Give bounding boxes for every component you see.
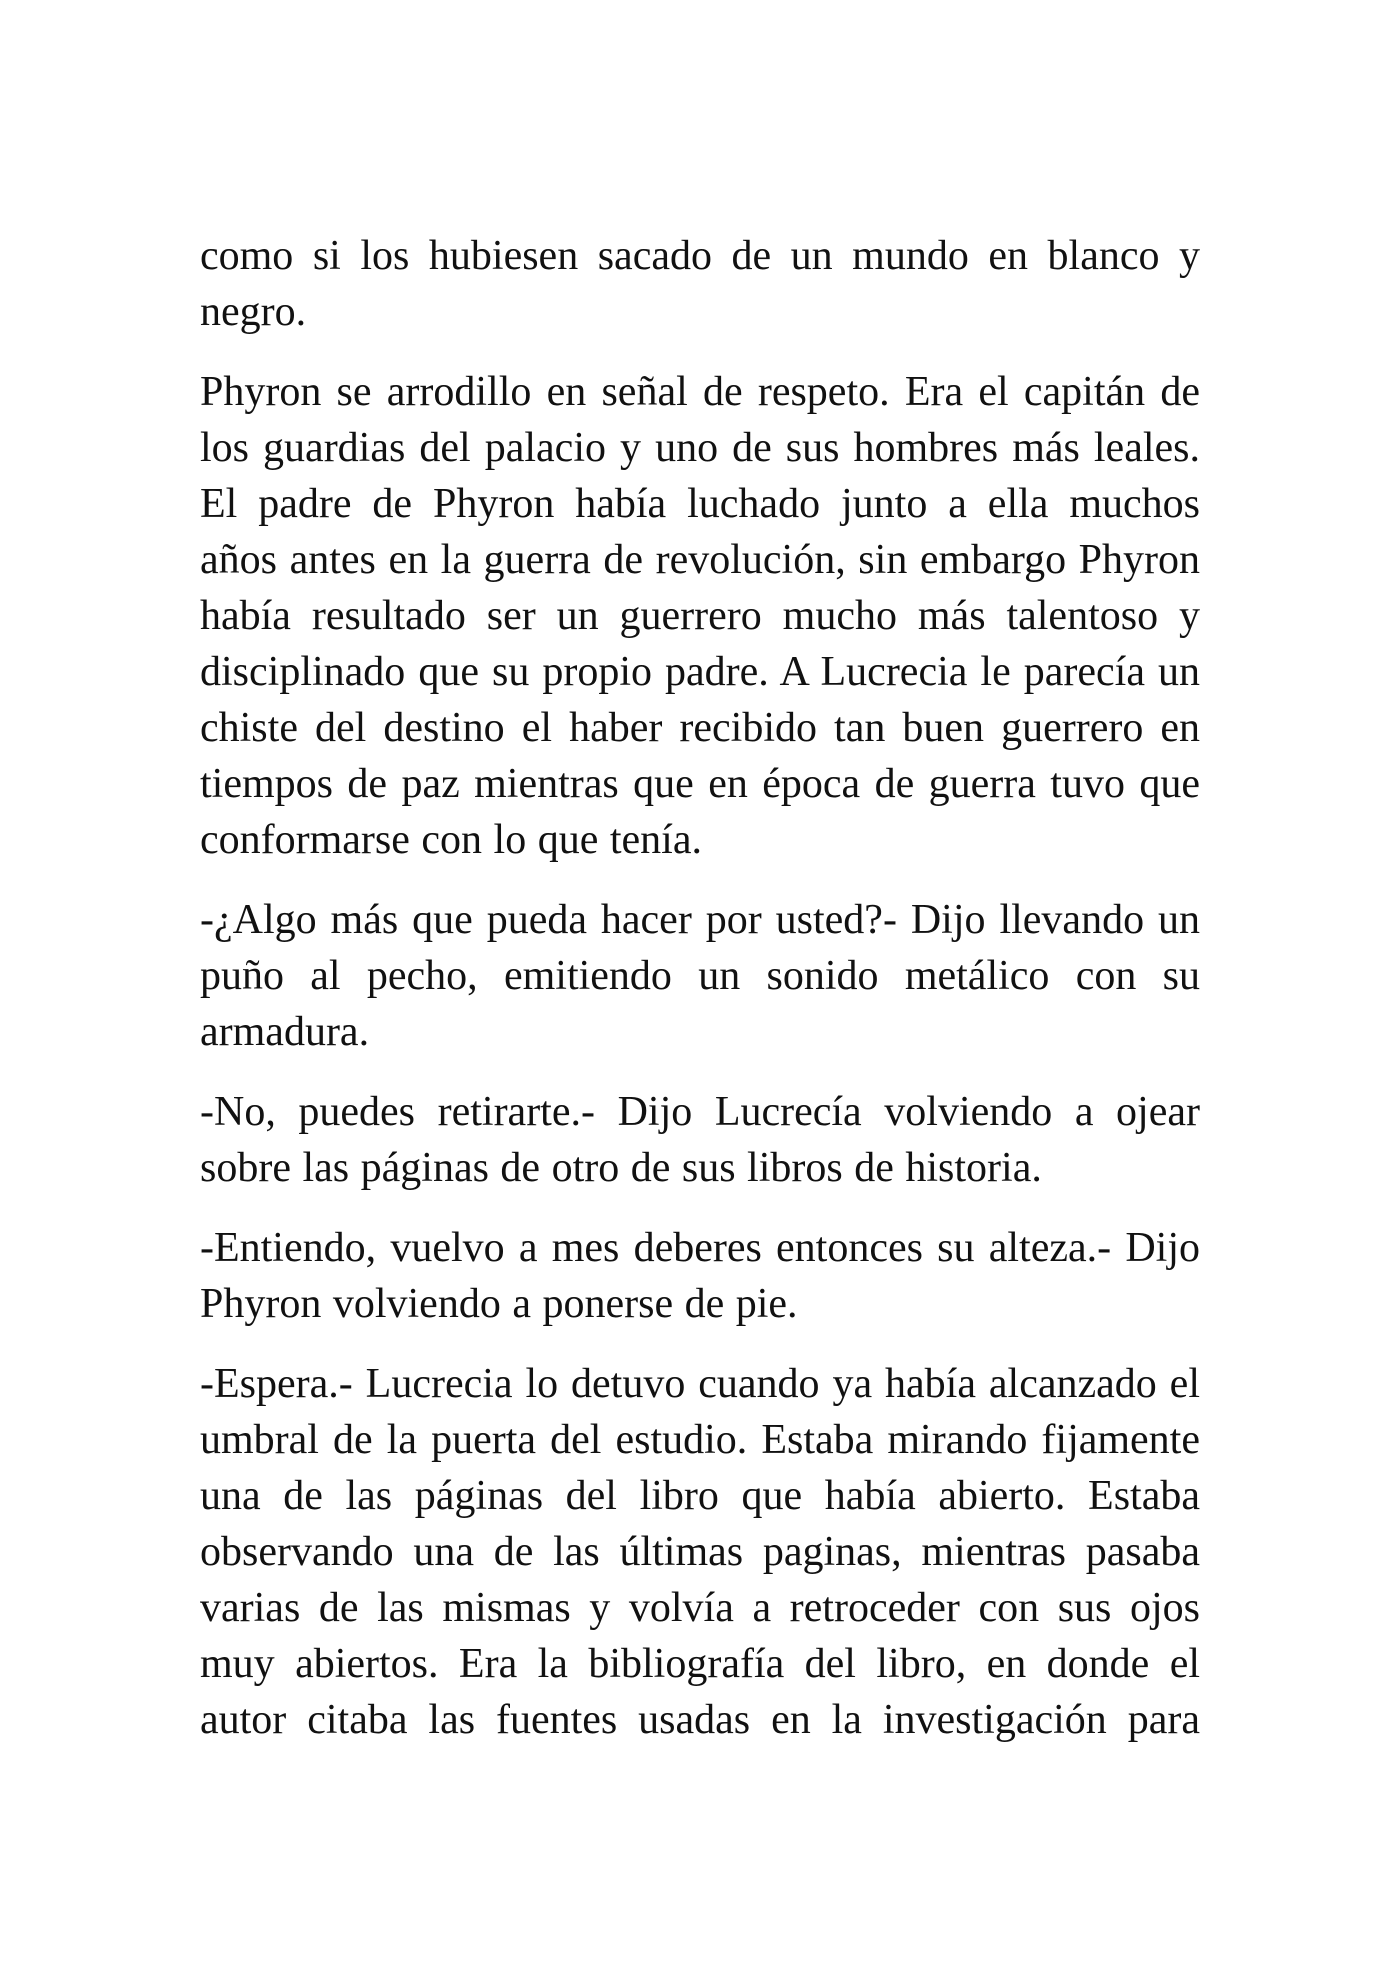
paragraph-6: -Espera.- Lucrecia lo detuvo cuando ya había alcanzado el umbral de la puerta del estudio. Estaba mirando fijamente una de las páginas del libro que había abierto. Estaba observando una de las últimas paginas, mientras pasaba varias de las mismas y volvía a retroceder con sus ojos muy abiertos. Era la bibliografía del libro, en donde el autor citaba las fuentes usadas en la investigación para [200, 1361, 1200, 1743]
paragraph-5: -Entiendo, vuelvo a mes deberes entonces su alteza.- Dijo Phyron volviendo a ponerse de pie. [200, 1225, 1200, 1327]
paragraph-4: -No, puedes retirarte.- Dijo Lucrecía volviendo a ojear sobre las páginas de otro de sus libros de historia. [200, 1089, 1200, 1191]
body-text [200, 228, 1200, 1772]
paragraph-2: Phyron se arrodillo en señal de respeto. Era el capitán de los guardias del palacio y uno de sus hombres más leales. El padre de Phyron había luchado junto a ella muchos años antes en la guerra de revolución, sin embargo Phyron había resultado ser un guerrero mucho más talentoso y disciplinado que su propio padre. A Lucrecia le parecía un chiste del destino el haber recibido tan buen guerrero en tiempos de paz mientras que en época de guerra tuvo que conformarse con lo que tenía. [200, 369, 1200, 863]
paragraph-3: -¿Algo más que pueda hacer por usted?- Dijo llevando un puño al pecho, emitiendo un sonido metálico con su armadura. [200, 897, 1200, 1055]
paragraph-1: como si los hubiesen sacado de un mundo en blanco y negro. [200, 233, 1200, 335]
